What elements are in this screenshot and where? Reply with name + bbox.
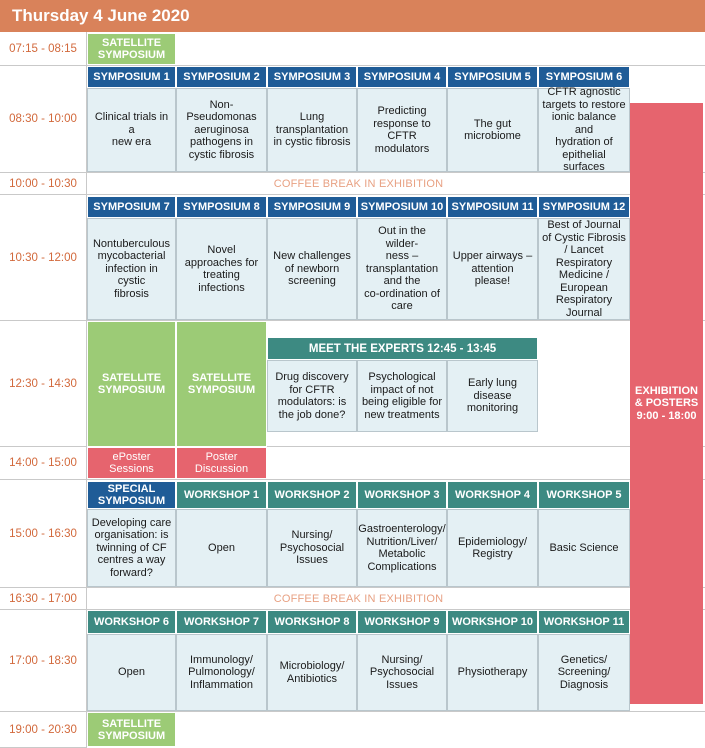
workshop-2-title[interactable]: Nursing/ Psychosocial Issues xyxy=(267,509,357,587)
meet-expert-session-3[interactable]: Early lung disease monitoring xyxy=(447,360,538,432)
symposium-3-title[interactable]: Lung transplantation in cystic fibrosis xyxy=(267,88,357,172)
workshop-5-title[interactable]: Basic Science xyxy=(538,509,630,587)
symposium-11-title[interactable]: Upper airways – attention please! xyxy=(447,218,538,320)
workshop-6-header[interactable]: WORKSHOP 6 xyxy=(87,610,176,634)
time-1500: 15:00 - 16:30 xyxy=(0,480,86,588)
workshop-5-header[interactable]: WORKSHOP 5 xyxy=(538,481,630,509)
workshop-7-header[interactable]: WORKSHOP 7 xyxy=(176,610,267,634)
special-symposium-title[interactable]: Developing care organisation: is twinning of CF centres a way forward? xyxy=(87,509,176,587)
workshop-11-header[interactable]: WORKSHOP 11 xyxy=(538,610,630,634)
workshop-4-header[interactable]: WORKSHOP 4 xyxy=(447,481,538,509)
symposium-8-header[interactable]: SYMPOSIUM 8 xyxy=(176,196,267,218)
row-divider xyxy=(0,479,705,480)
symposium-9-header[interactable]: SYMPOSIUM 9 xyxy=(267,196,357,218)
time-1700: 17:00 - 18:30 xyxy=(0,610,86,712)
workshop-1-header[interactable]: WORKSHOP 1 xyxy=(176,481,267,509)
symposium-3-header[interactable]: SYMPOSIUM 3 xyxy=(267,66,357,88)
workshop-9-header[interactable]: WORKSHOP 9 xyxy=(357,610,447,634)
symposium-1-header[interactable]: SYMPOSIUM 1 xyxy=(87,66,176,88)
workshop-6-title[interactable]: Open xyxy=(87,634,176,711)
symposium-11-header[interactable]: SYMPOSIUM 11 xyxy=(447,196,538,218)
time-1900: 19:00 - 20:30 xyxy=(0,712,86,748)
poster-discussion[interactable]: Poster Discussion xyxy=(176,447,267,479)
special-symposium-header[interactable]: SPECIAL SYMPOSIUM xyxy=(87,481,176,509)
workshop-1-title[interactable]: Open xyxy=(176,509,267,587)
time-1030: 10:30 - 12:00 xyxy=(0,195,86,321)
workshop-4-title[interactable]: Epidemiology/ Registry xyxy=(447,509,538,587)
symposium-8-title[interactable]: Novel approaches for treating infections xyxy=(176,218,267,320)
symposium-4-title[interactable]: Predicting response to CFTR modulators xyxy=(357,88,447,172)
workshop-3-header[interactable]: WORKSHOP 3 xyxy=(357,481,447,509)
workshop-9-title[interactable]: Nursing/ Psychosocial Issues xyxy=(357,634,447,711)
meet-expert-session-1[interactable]: Drug discovery for CFTR modulators: is the job done? xyxy=(267,360,357,432)
time-0715: 07:15 - 08:15 xyxy=(0,33,86,66)
symposium-1-title[interactable]: Clinical trials in a new era xyxy=(87,88,176,172)
satellite-symposium-1230-a[interactable]: SATELLITE SYMPOSIUM xyxy=(87,321,176,447)
satellite-symposium-1900[interactable]: SATELLITE SYMPOSIUM xyxy=(87,712,176,747)
symposium-9-title[interactable]: New challenges of newborn screening xyxy=(267,218,357,320)
exhibition-posters: EXHIBITION & POSTERS 9:00 - 18:00 xyxy=(630,103,703,704)
symposium-6-title[interactable]: CFTR agnostic targets to restore ionic balance and hydration of epithelial surfaces xyxy=(538,88,630,172)
workshop-2-header[interactable]: WORKSHOP 2 xyxy=(267,481,357,509)
workshop-10-header[interactable]: WORKSHOP 10 xyxy=(447,610,538,634)
workshop-8-title[interactable]: Microbiology/ Antibiotics xyxy=(267,634,357,711)
page-title: Thursday 4 June 2020 xyxy=(0,0,705,32)
time-1000: 10:00 - 10:30 xyxy=(0,173,86,195)
satellite-symposium-0715[interactable]: SATELLITE SYMPOSIUM xyxy=(87,33,176,65)
workshop-3-title[interactable]: Gastroenterology/ Nutrition/Liver/ Metabolic Complications xyxy=(357,509,447,587)
symposium-6-header[interactable]: SYMPOSIUM 6 xyxy=(538,66,630,88)
time-1230: 12:30 - 14:30 xyxy=(0,321,86,447)
symposium-2-title[interactable]: Non- Pseudomonas aeruginosa pathogens in cystic fibrosis xyxy=(176,88,267,172)
time-1400: 14:00 - 15:00 xyxy=(0,447,86,480)
time-0830: 08:30 - 10:00 xyxy=(0,66,86,173)
symposium-12-title[interactable]: Best of Journal of Cystic Fibrosis / Lancet Respiratory Medicine / European Respiratory Journal xyxy=(538,218,630,320)
symposium-5-title[interactable]: The gut microbiome xyxy=(447,88,538,172)
row-divider xyxy=(0,194,705,195)
coffee-break-afternoon: COFFEE BREAK IN EXHIBITION xyxy=(273,592,444,605)
symposium-4-header[interactable]: SYMPOSIUM 4 xyxy=(357,66,447,88)
symposium-10-header[interactable]: SYMPOSIUM 10 xyxy=(357,196,447,218)
meet-expert-session-2[interactable]: Psychological impact of not being eligible for new treatments xyxy=(357,360,447,432)
eposter-sessions[interactable]: ePoster Sessions xyxy=(87,447,176,479)
workshop-8-header[interactable]: WORKSHOP 8 xyxy=(267,610,357,634)
workshop-7-title[interactable]: Immunology/ Pulmonology/ Inflammation xyxy=(176,634,267,711)
symposium-7-title[interactable]: Nontuberculous mycobacterial infection in cystic fibrosis xyxy=(87,218,176,320)
symposium-12-header[interactable]: SYMPOSIUM 12 xyxy=(538,196,630,218)
satellite-symposium-1230-b[interactable]: SATELLITE SYMPOSIUM xyxy=(176,321,267,447)
symposium-2-header[interactable]: SYMPOSIUM 2 xyxy=(176,66,267,88)
time-1630: 16:30 - 17:00 xyxy=(0,588,86,610)
coffee-break-morning: COFFEE BREAK IN EXHIBITION xyxy=(273,177,444,190)
symposium-7-header[interactable]: SYMPOSIUM 7 xyxy=(87,196,176,218)
workshop-10-title[interactable]: Physiotherapy xyxy=(447,634,538,711)
workshop-11-title[interactable]: Genetics/ Screening/ Diagnosis xyxy=(538,634,630,711)
meet-the-experts-header[interactable]: MEET THE EXPERTS 12:45 - 13:45 xyxy=(267,337,538,360)
symposium-10-title[interactable]: Out in the wilder- ness – transplantation and the co-ordination of care xyxy=(357,218,447,320)
symposium-5-header[interactable]: SYMPOSIUM 5 xyxy=(447,66,538,88)
